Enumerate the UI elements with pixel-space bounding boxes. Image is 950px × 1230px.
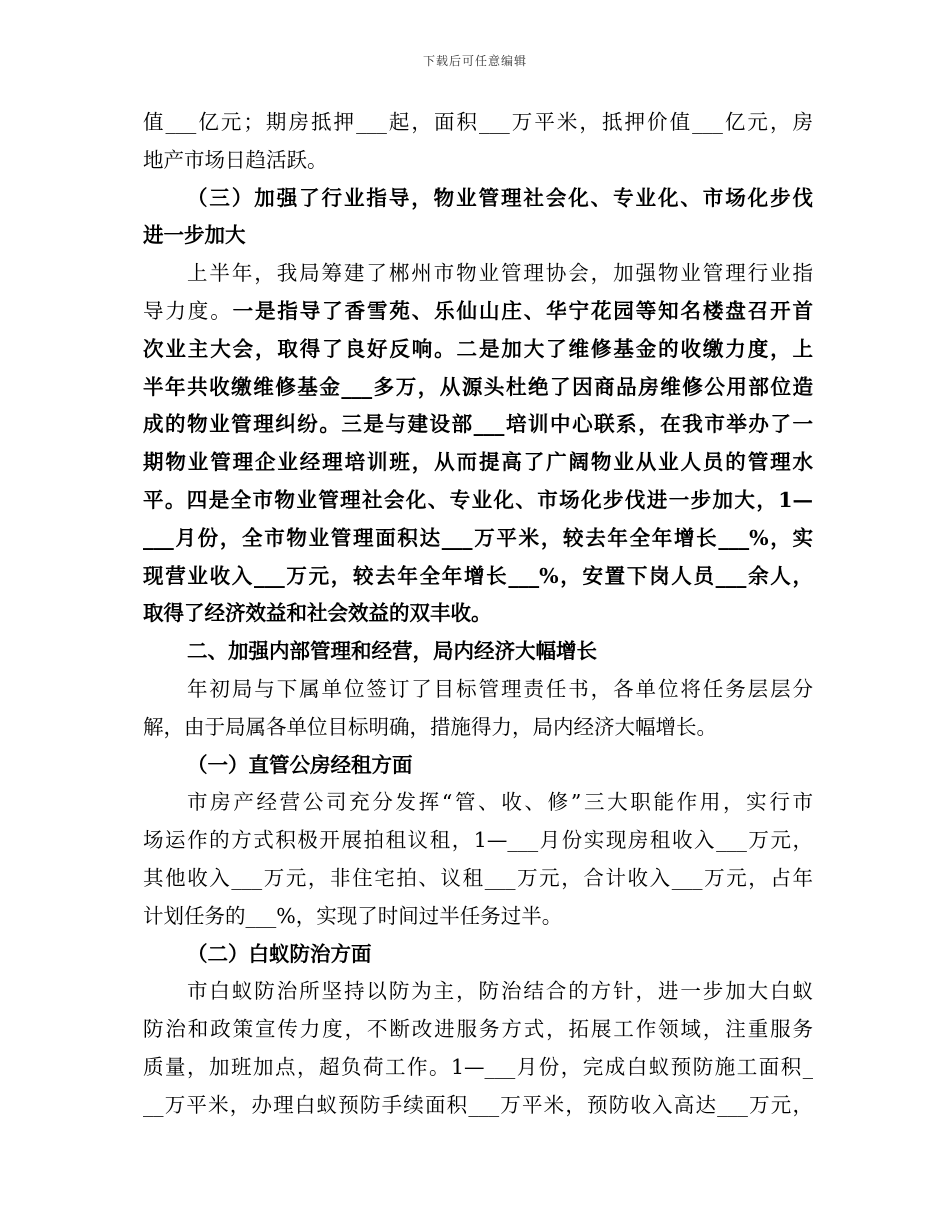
text-line: 取得了经济效益和社会效益的双丰收。 (143, 601, 492, 626)
text-line: 解，由于局属各单位目标明确，措施得力，局内经济大幅增长。 (143, 714, 717, 739)
text-line: 市房产经营公司充分发挥“管、收、修”三大职能作用，实行市 (187, 790, 813, 815)
text-line: 期物业管理企业经理培训班，从而提高了广阔物业从业人员的管理水 (143, 450, 813, 475)
text-line: 场运作的方式积极开展拍租议租，1—___月份实现房租收入___万元， (143, 828, 813, 853)
document-body (143, 104, 813, 1125)
text-run-regular: 导力度。 (143, 298, 233, 323)
text-line: __万平米，办理白蚁预防手续面积___万平米，预防收入高达___万元， (143, 1092, 813, 1117)
text-line: 其他收入___万元，非住宅拍、议租___万元，合计收入___万元，占年 (143, 865, 813, 890)
text-line: （二）白蚁防治方面 (187, 941, 372, 966)
text-line: 成的物业管理纠纷。三是与建设部___培训中心联系，在我市举办了一 (143, 412, 813, 437)
text-line (143, 293, 813, 331)
text-line: 地产市场日趋活跃。 (143, 147, 328, 172)
text-line: 年初局与下属单位签订了目标管理责任书，各单位将任务层层分 (187, 676, 813, 701)
text-line: （三）加强了行业指导，物业管理社会化、专业化、市场化步伐 (187, 185, 813, 210)
text-line: 值___亿元；期房抵押___起，面积___万平米，抵押价值___亿元，房 (143, 110, 813, 134)
text-line: 次业主大会，取得了良好反响。二是加大了维修基金的收缴力度，上 (143, 336, 813, 361)
text-line: 进一步加大 (143, 223, 246, 248)
text-line: 半年共收缴维修基金___多万，从源头杜绝了因商品房维修公用部位造 (143, 374, 813, 399)
text-line: 现营业收入___万元，较去年全年增长___%，安置下岗人员___余人， (143, 563, 813, 588)
text-line: ___月份，全市物业管理面积达___万平米，较去年全年增长___%，实 (143, 525, 813, 550)
text-line: 市白蚁防治所坚持以防为主，防治结合的方针，进一步加大白蚁 (187, 979, 813, 1004)
text-line: 计划任务的___%，实现了时间过半任务过半。 (143, 903, 563, 928)
page-header: 下载后可任意编辑 (422, 54, 527, 68)
text-line: 防治和政策宣传力度，不断改进服务方式，拓展工作领域，注重服务 (143, 1017, 813, 1042)
text-line: 二、加强内部管理和经营，局内经济大幅增长 (187, 639, 597, 664)
text-line: 质量，加班加点，超负荷工作。1—___月份，完成白蚁预防施工面积_ (143, 1054, 813, 1079)
text-run-bold: 一是指导了香雪苑、乐仙山庄、华宁花园等知名楼盘召开首 (232, 298, 813, 323)
text-line: 平。四是全市物业管理社会化、专业化、市场化步伐进一步加大，1— (143, 487, 813, 512)
text-line: 上半年，我局筹建了郴州市物业管理协会，加强物业管理行业指 (187, 261, 813, 286)
text-line: （一）直管公房经租方面 (187, 752, 413, 777)
